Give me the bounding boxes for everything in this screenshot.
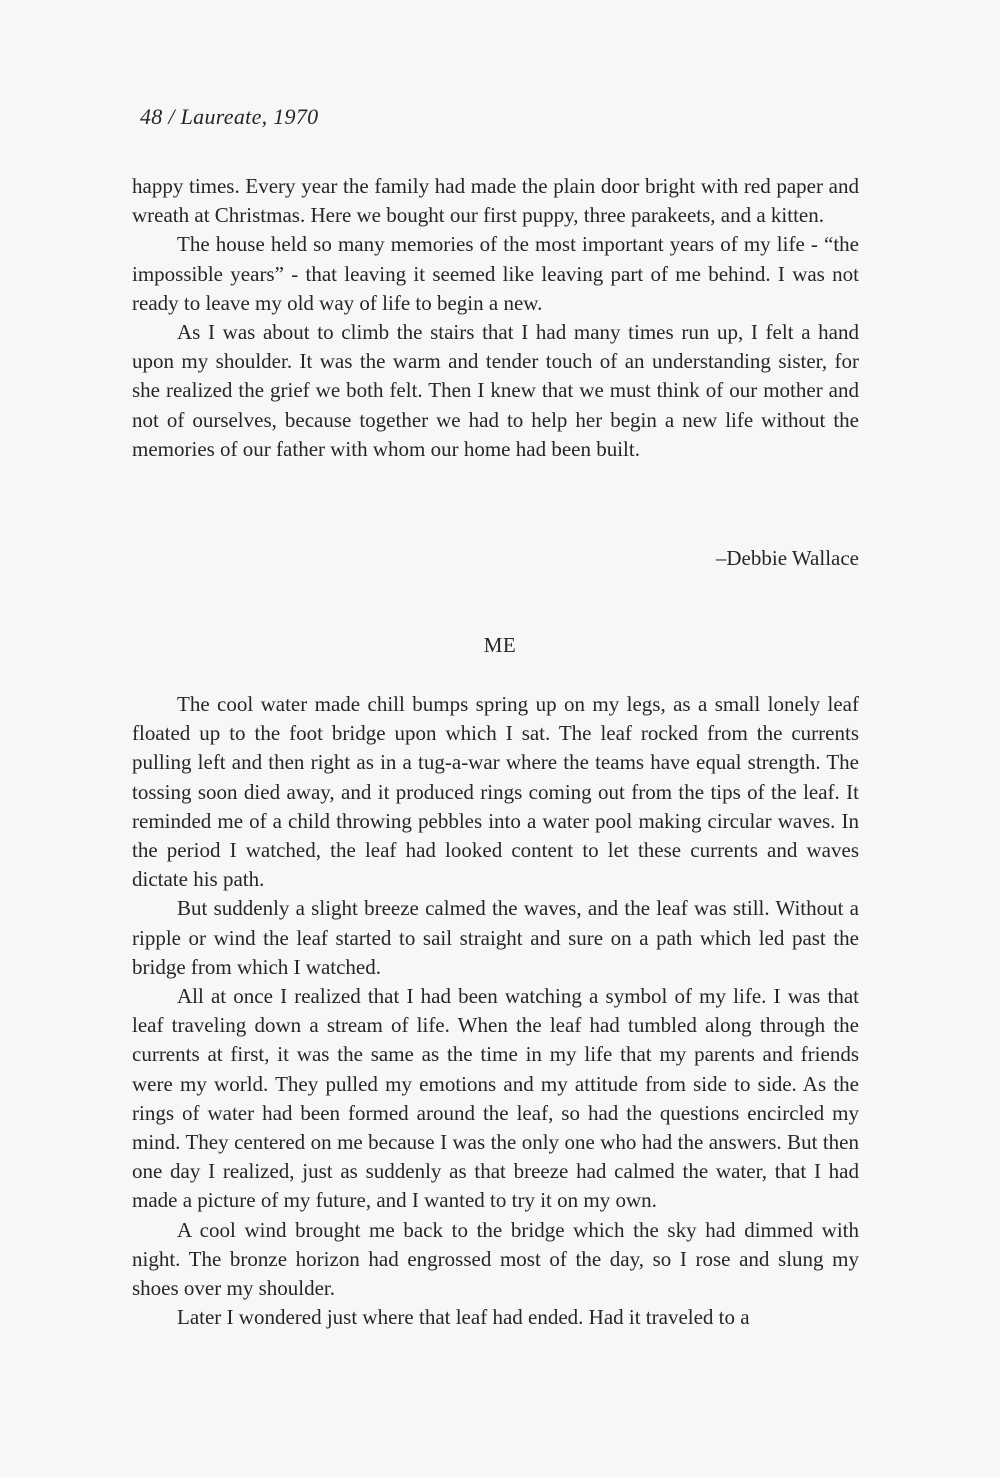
story-one-body [132, 172, 859, 464]
paragraph: happy times. Every year the family had made the plain door bright with red paper and wreath at Christmas. Here we bought our first puppy, three parakeets, and a kitten. [132, 174, 859, 228]
paragraph: The cool water made chill bumps spring up on my legs, as a small lonely leaf floated up to the foot bridge upon which I sat. The leaf rocked from the currents pulling left and then right as in a tug-a-war where the teams have equal strength. The tossing soon died away, and it produced rings coming out from the tips of the leaf. It reminded me of a child throwing pebbles into a water pool making circular waves. In the period I watched, the leaf had looked content to let these currents and waves dictate his path. [132, 692, 859, 892]
section-title: ME [483, 633, 517, 657]
author-signature: –Debbie Wallace [715, 546, 859, 570]
paragraph: As I was about to climb the stairs that I had many times run up, I felt a hand upon my shoulder. It was the warm and tender touch of an understanding sister, for she realized the grief we both felt. Then I knew that we must think of our mother and not of ourselves, because together we had to help her begin a new life without the memories of our father with whom our home had been built. [132, 320, 859, 461]
paragraph: Later I wondered just where that leaf had ended. Had it traveled to a [177, 1305, 750, 1330]
paragraph: The house held so many memories of the most important years of my life - “the impossible years” - that leaving it seemed like leaving part of me behind. I was not ready to leave my old way of life to begin a new. [132, 232, 859, 315]
story-two-body [132, 690, 859, 1332]
paragraph: A cool wind brought me back to the bridge which the sky had dimmed with night. The bronze horizon had engrossed most of the day, so I rose and slung my shoes over my shoulder. [132, 1217, 859, 1301]
running-head: 48 / Laureate, 1970 [140, 104, 319, 129]
paragraph: All at once I realized that I had been watching a symbol of my life. I was that leaf traveling down a stream of life. When the leaf had tumbled along through the currents at first, it was the same as the time in my life that my parents and friends were my world. They pulled my emotions and my attitude from side to side. As the rings of water had been formed around the leaf, so had the questions encircled my mind. They centered on me because I was the only one who had the answers. But then one day I realized, just as suddenly as that breeze had calmed the water, that I had made a picture of my future, and I wanted to try it on my own. [132, 984, 859, 1213]
paragraph: But suddenly a slight breeze calmed the waves, and the leaf was still. Without a ripple or wind the leaf started to sail straight and sure on a path which led past the bridge from which I watched. [132, 896, 859, 979]
